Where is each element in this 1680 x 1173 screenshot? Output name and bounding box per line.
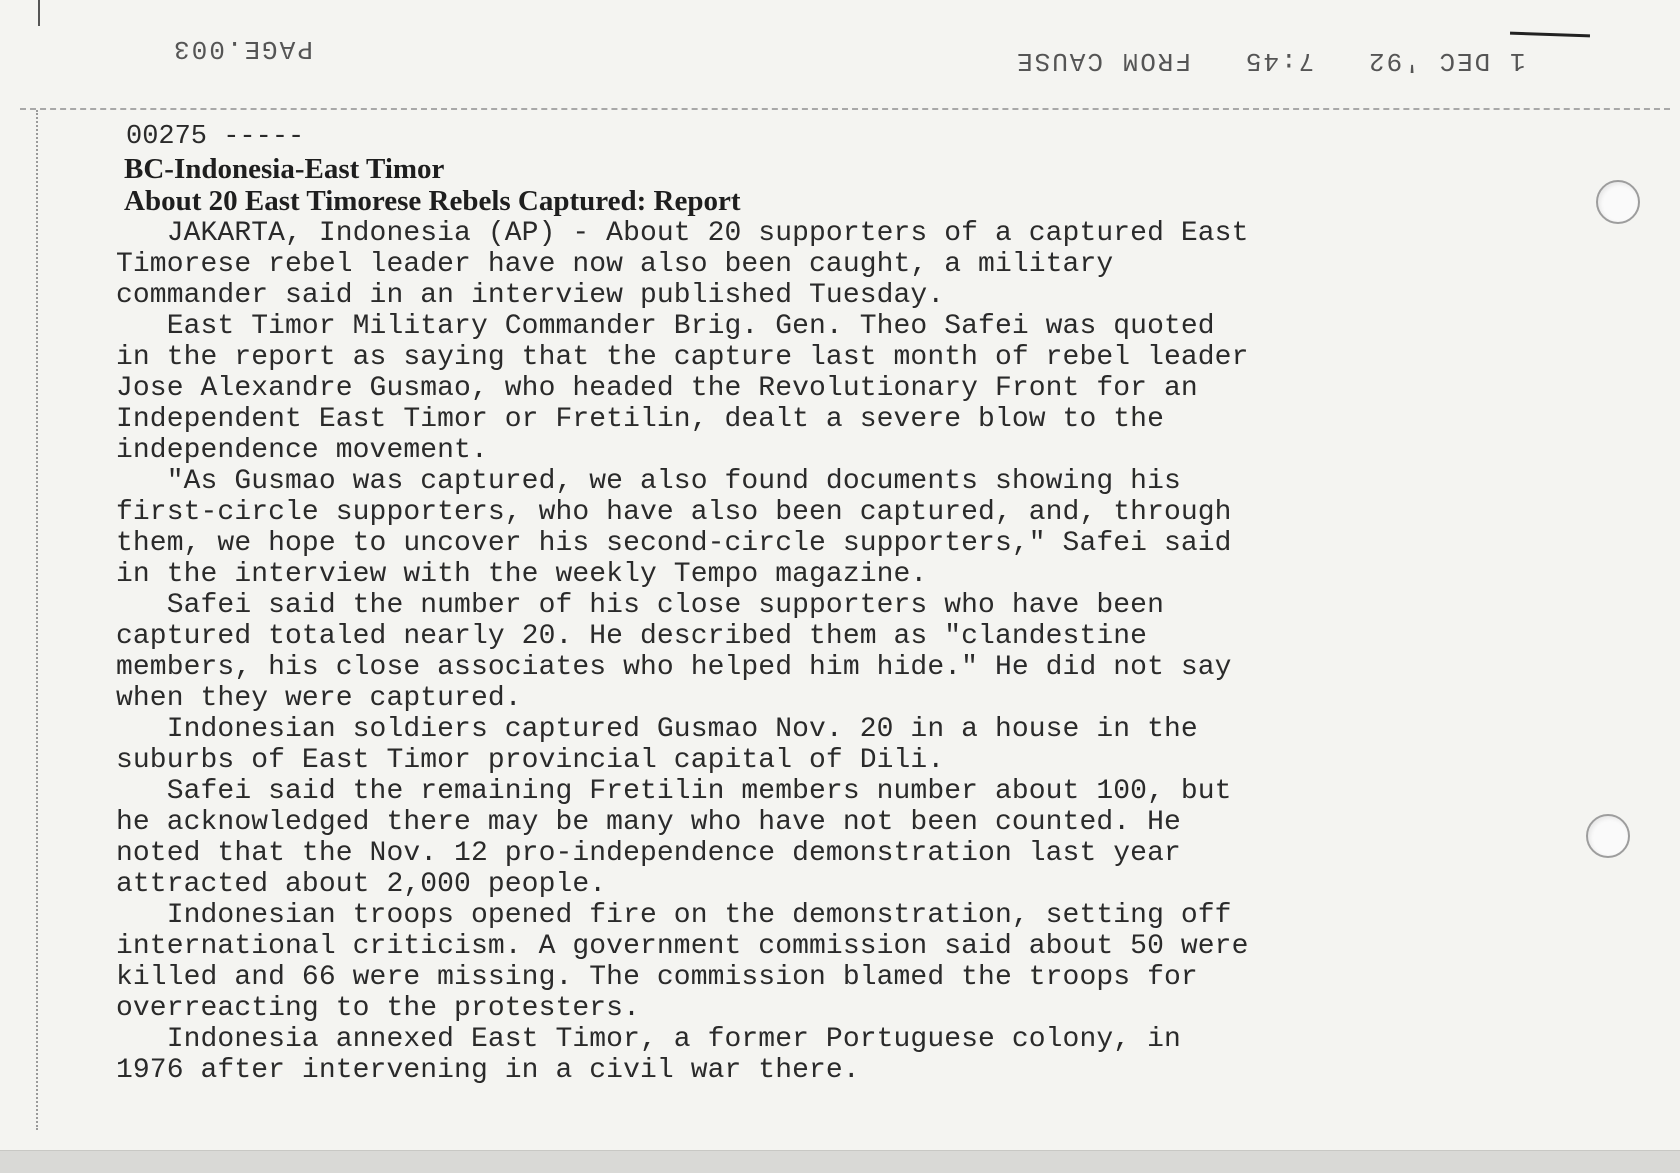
story-headline: About 20 East Timorese Rebels Captured: Report xyxy=(124,185,741,217)
pen-mark xyxy=(1510,32,1590,38)
story-paragraph xyxy=(116,714,1366,776)
paragraph-line: Independent East Timor or Fretilin, dealt a severe blow to the xyxy=(116,404,1164,435)
paragraph-line: when they were captured. xyxy=(116,683,522,714)
fax-page-number: PAGE.003 xyxy=(172,34,313,64)
paragraph-line: in the interview with the weekly Tempo magazine. xyxy=(116,559,928,590)
story-paragraph xyxy=(116,311,1366,466)
story-id: 00275 ----- xyxy=(126,122,305,152)
paragraph-line: them, we hope to uncover his second-circle supporters," Safei said xyxy=(116,528,1232,559)
story-paragraph xyxy=(116,466,1366,590)
story-body xyxy=(116,218,1366,1086)
paragraph-line: Indonesia annexed East Timor, a former Portuguese colony, in xyxy=(116,1024,1181,1055)
paragraph-line: Safei said the number of his close supporters who have been xyxy=(116,590,1164,621)
story-slug: BC-Indonesia-East Timor xyxy=(124,153,445,185)
paragraph-line: 1976 after intervening in a civil war there. xyxy=(116,1055,860,1086)
paragraph-line: East Timor Military Commander Brig. Gen. Theo Safei was quoted xyxy=(116,311,1215,342)
punch-hole xyxy=(1586,814,1630,858)
fax-header xyxy=(0,28,1680,88)
paragraph-line: Jose Alexandre Gusmao, who headed the Revolutionary Front for an xyxy=(116,373,1198,404)
paragraph-line: in the report as saying that the capture last month of rebel leader xyxy=(116,342,1249,373)
paragraph-line: international criticism. A government commission said about 50 were xyxy=(116,931,1249,962)
paragraph-line: overreacting to the protesters. xyxy=(116,993,640,1024)
paragraph-line: Indonesian troops opened fire on the demonstration, setting off xyxy=(116,900,1232,931)
paragraph-line: noted that the Nov. 12 pro-independence demonstration last year xyxy=(116,838,1181,869)
paragraph-line: first-circle supporters, who have also been captured, and, through xyxy=(116,497,1232,528)
paragraph-line: JAKARTA, Indonesia (AP) - About 20 supporters of a captured East xyxy=(116,218,1249,249)
paragraph-line: he acknowledged there may be many who have not been counted. He xyxy=(116,807,1181,838)
paragraph-line: attracted about 2,000 people. xyxy=(116,869,607,900)
story-paragraph xyxy=(116,590,1366,714)
story-paragraph xyxy=(116,900,1366,1024)
paragraph-line: "As Gusmao was captured, we also found documents showing his xyxy=(116,466,1181,497)
news-story xyxy=(116,120,1366,1086)
story-paragraph xyxy=(116,1024,1366,1086)
page-edge-mark xyxy=(38,0,40,26)
punch-hole xyxy=(1596,180,1640,224)
story-paragraph xyxy=(116,776,1366,900)
paragraph-line: members, his close associates who helped him hide." He did not say xyxy=(116,652,1232,683)
left-dotted-border xyxy=(36,110,40,1130)
paragraph-line: Safei said the remaining Fretilin members number about 100, but xyxy=(116,776,1232,807)
perforation-line xyxy=(20,108,1670,110)
paragraph-line: suburbs of East Timor provincial capital of Dili. xyxy=(116,745,945,776)
paragraph-line: commander said in an interview published Tuesday. xyxy=(116,280,945,311)
paragraph-line: Timorese rebel leader have now also been caught, a military xyxy=(116,249,1114,280)
fax-transmission-info: 1 DEC '92 7:45 FROM CAUSE xyxy=(1015,46,1526,76)
paragraph-line: captured totaled nearly 20. He described them as "clandestine xyxy=(116,621,1148,652)
paragraph-line: killed and 66 were missing. The commission blamed the troops for xyxy=(116,962,1198,993)
paragraph-line: independence movement. xyxy=(116,435,488,466)
page-bottom-edge xyxy=(0,1150,1680,1173)
paragraph-line: Indonesian soldiers captured Gusmao Nov. 20 in a house in the xyxy=(116,714,1198,745)
story-paragraph xyxy=(116,218,1366,311)
